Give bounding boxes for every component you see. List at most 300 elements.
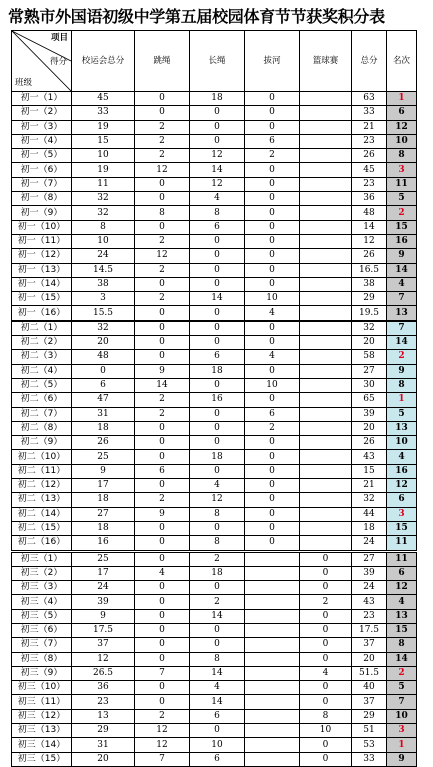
class-cell: 初二（14）: [12, 507, 72, 521]
tug-of-war-cell: 0: [245, 177, 300, 191]
table-row: [12, 378, 417, 392]
basketball-cell: 0: [300, 681, 352, 695]
table-row: [12, 652, 417, 666]
tug-of-war-cell: 2: [245, 421, 300, 435]
sports-meet-cell: 38: [72, 277, 135, 291]
sports-meet-cell: 26: [72, 436, 135, 450]
class-cell: 初二（10）: [12, 450, 72, 464]
sports-meet-cell: 3: [72, 292, 135, 306]
jump-rope-cell: 14: [135, 378, 190, 392]
tug-of-war-cell: 4: [245, 306, 300, 321]
tug-of-war-cell: [245, 609, 300, 623]
class-cell: 初三（1）: [12, 551, 72, 566]
tug-of-war-cell: 0: [245, 206, 300, 220]
table-row: [12, 479, 417, 493]
sports-meet-cell: 32: [72, 321, 135, 336]
tug-of-war-cell: 6: [245, 407, 300, 421]
total-cell: 33: [352, 752, 387, 766]
sports-meet-cell: 18: [72, 421, 135, 435]
jump-rope-cell: 0: [135, 321, 190, 336]
sports-meet-cell: 31: [72, 738, 135, 752]
total-cell: 38: [352, 277, 387, 291]
long-rope-cell: 18: [190, 92, 245, 106]
total-cell: 26: [352, 149, 387, 163]
class-cell: 初三（8）: [12, 652, 72, 666]
long-rope-cell: 0: [190, 521, 245, 535]
total-cell: 65: [352, 393, 387, 407]
sports-meet-cell: 27: [72, 507, 135, 521]
jump-rope-cell: 0: [135, 536, 190, 551]
total-cell: 53: [352, 738, 387, 752]
long-rope-cell: 0: [190, 421, 245, 435]
table-row: [12, 106, 417, 120]
sports-meet-cell: 14.5: [72, 263, 135, 277]
table-row: [12, 364, 417, 378]
jump-rope-cell: 0: [135, 479, 190, 493]
class-cell: 初一（8）: [12, 192, 72, 206]
sports-meet-cell: 45: [72, 92, 135, 106]
rank-cell: 16: [387, 464, 417, 478]
corner-label-item: 项目: [50, 33, 68, 43]
tug-of-war-cell: 0: [245, 450, 300, 464]
class-cell: 初二（4）: [12, 364, 72, 378]
jump-rope-cell: 2: [135, 493, 190, 507]
total-cell: 14: [352, 220, 387, 234]
tug-of-war-cell: 0: [245, 120, 300, 134]
total-cell: 21: [352, 479, 387, 493]
basketball-cell: [300, 249, 352, 263]
rank-cell: 1: [387, 393, 417, 407]
basketball-cell: [300, 134, 352, 148]
class-cell: 初三（3）: [12, 581, 72, 595]
basketball-cell: [300, 407, 352, 421]
table-row: [12, 724, 417, 738]
total-cell: 39: [352, 407, 387, 421]
tug-of-war-cell: 0: [245, 479, 300, 493]
long-rope-cell: 12: [190, 177, 245, 191]
jump-rope-cell: 0: [135, 277, 190, 291]
class-cell: 初一（12）: [12, 249, 72, 263]
table-row: [12, 277, 417, 291]
basketball-cell: 0: [300, 581, 352, 595]
rank-cell: 11: [387, 551, 417, 566]
class-cell: 初二（16）: [12, 536, 72, 551]
col-header-tug-of-war: 拔河: [245, 31, 300, 92]
basketball-cell: [300, 479, 352, 493]
total-cell: 48: [352, 206, 387, 220]
sports-meet-cell: 29: [72, 724, 135, 738]
table-row: [12, 536, 417, 551]
total-cell: 51.5: [352, 666, 387, 680]
col-header-basketball: 篮球赛: [300, 31, 352, 92]
total-cell: 20: [352, 336, 387, 350]
jump-rope-cell: 0: [135, 623, 190, 637]
class-cell: 初二（6）: [12, 393, 72, 407]
rank-cell: 13: [387, 306, 417, 321]
long-rope-cell: 8: [190, 536, 245, 551]
table-row: [12, 551, 417, 566]
sports-meet-cell: 25: [72, 450, 135, 464]
sports-meet-cell: 17: [72, 566, 135, 580]
sports-meet-cell: 16: [72, 536, 135, 551]
tug-of-war-cell: 0: [245, 436, 300, 450]
basketball-cell: [300, 421, 352, 435]
jump-rope-cell: 12: [135, 249, 190, 263]
table-row: [12, 609, 417, 623]
col-header-total: 总分: [352, 31, 387, 92]
class-cell: 初一（14）: [12, 277, 72, 291]
header-corner-cell: [12, 31, 72, 92]
class-cell: 初一（15）: [12, 292, 72, 306]
tug-of-war-cell: [245, 652, 300, 666]
long-rope-cell: 14: [190, 666, 245, 680]
jump-rope-cell: 0: [135, 220, 190, 234]
class-cell: 初二（3）: [12, 350, 72, 364]
sports-meet-cell: 48: [72, 350, 135, 364]
long-rope-cell: 0: [190, 436, 245, 450]
rank-cell: 2: [387, 666, 417, 680]
tug-of-war-cell: 0: [245, 92, 300, 106]
class-cell: 初一（9）: [12, 206, 72, 220]
table-row: [12, 450, 417, 464]
long-rope-cell: 18: [190, 364, 245, 378]
jump-rope-cell: 0: [135, 595, 190, 609]
basketball-cell: 0: [300, 623, 352, 637]
total-cell: 32: [352, 321, 387, 336]
class-cell: 初一（4）: [12, 134, 72, 148]
rank-cell: 4: [387, 595, 417, 609]
rank-cell: 3: [387, 724, 417, 738]
sports-meet-cell: 36: [72, 681, 135, 695]
corner-label-class: 班级: [15, 78, 33, 88]
long-rope-cell: 0: [190, 120, 245, 134]
long-rope-cell: 14: [190, 695, 245, 709]
rank-cell: 7: [387, 695, 417, 709]
jump-rope-cell: 7: [135, 752, 190, 766]
class-cell: 初二（13）: [12, 493, 72, 507]
jump-rope-cell: 0: [135, 177, 190, 191]
class-cell: 初三（10）: [12, 681, 72, 695]
long-rope-cell: 0: [190, 134, 245, 148]
sports-meet-cell: 20: [72, 336, 135, 350]
sports-meet-cell: 10: [72, 234, 135, 248]
total-cell: 44: [352, 507, 387, 521]
basketball-cell: 0: [300, 609, 352, 623]
tug-of-war-cell: 0: [245, 277, 300, 291]
rank-cell: 2: [387, 206, 417, 220]
long-rope-cell: 0: [190, 464, 245, 478]
jump-rope-cell: 2: [135, 134, 190, 148]
jump-rope-cell: 0: [135, 450, 190, 464]
sports-meet-cell: 32: [72, 206, 135, 220]
rank-cell: 12: [387, 581, 417, 595]
long-rope-cell: 0: [190, 581, 245, 595]
class-cell: 初二（11）: [12, 464, 72, 478]
jump-rope-cell: 2: [135, 709, 190, 723]
table-row: [12, 220, 417, 234]
class-cell: 初一（10）: [12, 220, 72, 234]
class-cell: 初三（15）: [12, 752, 72, 766]
total-cell: 23: [352, 609, 387, 623]
basketball-cell: [300, 364, 352, 378]
basketball-cell: 10: [300, 724, 352, 738]
basketball-cell: 0: [300, 638, 352, 652]
long-rope-cell: 8: [190, 206, 245, 220]
total-cell: 17.5: [352, 623, 387, 637]
total-cell: 12: [352, 234, 387, 248]
tug-of-war-cell: 0: [245, 336, 300, 350]
table-row: [12, 292, 417, 306]
total-cell: 23: [352, 134, 387, 148]
total-cell: 32: [352, 493, 387, 507]
rank-cell: 16: [387, 234, 417, 248]
table-row: [12, 120, 417, 134]
long-rope-cell: 14: [190, 292, 245, 306]
long-rope-cell: 0: [190, 724, 245, 738]
sports-meet-cell: 19: [72, 120, 135, 134]
rank-cell: 12: [387, 479, 417, 493]
basketball-cell: [300, 393, 352, 407]
col-header-sports-meet: 校运会总分: [72, 31, 135, 92]
long-rope-cell: 12: [190, 493, 245, 507]
long-rope-cell: 6: [190, 752, 245, 766]
sports-meet-cell: 12: [72, 652, 135, 666]
total-cell: 40: [352, 681, 387, 695]
basketball-cell: [300, 92, 352, 106]
table-row: [12, 407, 417, 421]
total-cell: 43: [352, 595, 387, 609]
total-cell: 37: [352, 695, 387, 709]
basketball-cell: [300, 220, 352, 234]
long-rope-cell: 6: [190, 709, 245, 723]
sports-meet-cell: 15.5: [72, 306, 135, 321]
long-rope-cell: 8: [190, 507, 245, 521]
long-rope-cell: 0: [190, 638, 245, 652]
long-rope-cell: 0: [190, 106, 245, 120]
sports-meet-cell: 11: [72, 177, 135, 191]
table-row: [12, 695, 417, 709]
rank-cell: 11: [387, 536, 417, 551]
sports-meet-cell: 8: [72, 220, 135, 234]
jump-rope-cell: 0: [135, 681, 190, 695]
total-cell: 45: [352, 163, 387, 177]
rank-cell: 8: [387, 149, 417, 163]
sports-meet-cell: 31: [72, 407, 135, 421]
tug-of-war-cell: 0: [245, 220, 300, 234]
basketball-cell: [300, 234, 352, 248]
class-cell: 初三（11）: [12, 695, 72, 709]
table-body: [12, 92, 417, 767]
long-rope-cell: 8: [190, 652, 245, 666]
total-cell: 23: [352, 177, 387, 191]
table-row: [12, 149, 417, 163]
basketball-cell: 0: [300, 695, 352, 709]
total-cell: 20: [352, 421, 387, 435]
sports-meet-cell: 47: [72, 393, 135, 407]
total-cell: 26: [352, 436, 387, 450]
rank-cell: 11: [387, 177, 417, 191]
basketball-cell: [300, 321, 352, 336]
class-cell: 初二（1）: [12, 321, 72, 336]
rank-cell: 15: [387, 623, 417, 637]
rank-cell: 8: [387, 638, 417, 652]
table-row: [12, 263, 417, 277]
rank-cell: 2: [387, 350, 417, 364]
class-cell: 初二（9）: [12, 436, 72, 450]
rank-cell: 7: [387, 321, 417, 336]
table-row: [12, 521, 417, 535]
sports-meet-cell: 0: [72, 364, 135, 378]
jump-rope-cell: 6: [135, 464, 190, 478]
tug-of-war-cell: [245, 566, 300, 580]
jump-rope-cell: 8: [135, 206, 190, 220]
total-cell: 27: [352, 364, 387, 378]
tug-of-war-cell: [245, 709, 300, 723]
rank-cell: 9: [387, 249, 417, 263]
rank-cell: 4: [387, 277, 417, 291]
tug-of-war-cell: 0: [245, 192, 300, 206]
table-row: [12, 350, 417, 364]
jump-rope-cell: 7: [135, 666, 190, 680]
basketball-cell: [300, 350, 352, 364]
tug-of-war-cell: 0: [245, 321, 300, 336]
class-cell: 初三（4）: [12, 595, 72, 609]
table-row: [12, 306, 417, 321]
basketball-cell: [300, 106, 352, 120]
long-rope-cell: 0: [190, 378, 245, 392]
corner-label-score: 得分: [50, 57, 68, 67]
total-cell: 15: [352, 464, 387, 478]
total-cell: 30: [352, 378, 387, 392]
table-row: [12, 163, 417, 177]
sports-meet-cell: 17.5: [72, 623, 135, 637]
tug-of-war-cell: 10: [245, 292, 300, 306]
sports-meet-cell: 13: [72, 709, 135, 723]
long-rope-cell: 10: [190, 738, 245, 752]
basketball-cell: [300, 149, 352, 163]
long-rope-cell: 4: [190, 192, 245, 206]
rank-cell: 14: [387, 336, 417, 350]
tug-of-war-cell: [245, 724, 300, 738]
class-cell: 初一（2）: [12, 106, 72, 120]
total-cell: 29: [352, 292, 387, 306]
class-cell: 初三（5）: [12, 609, 72, 623]
long-rope-cell: 0: [190, 407, 245, 421]
jump-rope-cell: 0: [135, 106, 190, 120]
total-cell: 39: [352, 566, 387, 580]
tug-of-war-cell: 0: [245, 393, 300, 407]
class-cell: 初一（7）: [12, 177, 72, 191]
tug-of-war-cell: 0: [245, 163, 300, 177]
jump-rope-cell: 0: [135, 521, 190, 535]
class-cell: 初一（5）: [12, 149, 72, 163]
rank-cell: 6: [387, 566, 417, 580]
long-rope-cell: 0: [190, 277, 245, 291]
sports-meet-cell: 39: [72, 595, 135, 609]
jump-rope-cell: 0: [135, 609, 190, 623]
table-header: [12, 31, 417, 92]
rank-cell: 3: [387, 163, 417, 177]
long-rope-cell: 0: [190, 263, 245, 277]
col-header-long-rope: 长绳: [190, 31, 245, 92]
col-header-jump-rope: 跳绳: [135, 31, 190, 92]
tug-of-war-cell: [245, 595, 300, 609]
class-cell: 初一（1）: [12, 92, 72, 106]
tug-of-war-cell: 0: [245, 493, 300, 507]
tug-of-war-cell: [245, 581, 300, 595]
jump-rope-cell: 0: [135, 306, 190, 321]
tug-of-war-cell: 2: [245, 149, 300, 163]
tug-of-war-cell: 10: [245, 378, 300, 392]
basketball-cell: [300, 120, 352, 134]
total-cell: 16.5: [352, 263, 387, 277]
class-cell: 初三（13）: [12, 724, 72, 738]
table-row: [12, 681, 417, 695]
basketball-cell: [300, 450, 352, 464]
basketball-cell: [300, 536, 352, 551]
table-row: [12, 134, 417, 148]
sports-meet-cell: 24: [72, 249, 135, 263]
rank-cell: 10: [387, 709, 417, 723]
jump-rope-cell: 9: [135, 364, 190, 378]
jump-rope-cell: 0: [135, 638, 190, 652]
sports-meet-cell: 15: [72, 134, 135, 148]
long-rope-cell: 0: [190, 249, 245, 263]
jump-rope-cell: 2: [135, 263, 190, 277]
jump-rope-cell: 12: [135, 724, 190, 738]
long-rope-cell: 6: [190, 220, 245, 234]
long-rope-cell: 14: [190, 163, 245, 177]
tug-of-war-cell: [245, 681, 300, 695]
class-cell: 初二（2）: [12, 336, 72, 350]
class-cell: 初一（13）: [12, 263, 72, 277]
basketball-cell: [300, 507, 352, 521]
jump-rope-cell: 0: [135, 350, 190, 364]
jump-rope-cell: 0: [135, 192, 190, 206]
long-rope-cell: 2: [190, 551, 245, 566]
class-cell: 初三（2）: [12, 566, 72, 580]
table-row: [12, 464, 417, 478]
table-row: [12, 493, 417, 507]
basketball-cell: 4: [300, 666, 352, 680]
basketball-cell: [300, 263, 352, 277]
rank-cell: 1: [387, 738, 417, 752]
tug-of-war-cell: [245, 551, 300, 566]
class-cell: 初一（3）: [12, 120, 72, 134]
rank-cell: 7: [387, 292, 417, 306]
sports-meet-cell: 6: [72, 378, 135, 392]
jump-rope-cell: 0: [135, 421, 190, 435]
class-cell: 初一（16）: [12, 306, 72, 321]
table-row: [12, 421, 417, 435]
total-cell: 27: [352, 551, 387, 566]
long-rope-cell: 18: [190, 450, 245, 464]
long-rope-cell: 0: [190, 336, 245, 350]
table-row: [12, 249, 417, 263]
basketball-cell: [300, 306, 352, 321]
jump-rope-cell: 0: [135, 652, 190, 666]
tug-of-war-cell: 0: [245, 364, 300, 378]
jump-rope-cell: 0: [135, 436, 190, 450]
jump-rope-cell: 0: [135, 336, 190, 350]
rank-cell: 5: [387, 192, 417, 206]
class-cell: 初三（7）: [12, 638, 72, 652]
sports-meet-cell: 17: [72, 479, 135, 493]
rank-cell: 10: [387, 134, 417, 148]
table-row: [12, 321, 417, 336]
jump-rope-cell: 0: [135, 92, 190, 106]
total-cell: 63: [352, 92, 387, 106]
